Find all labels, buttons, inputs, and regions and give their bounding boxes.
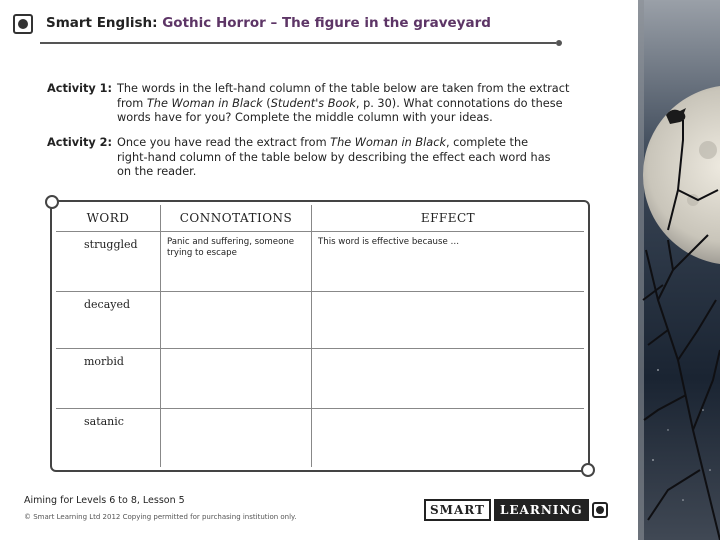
smart-learning-logo	[424, 499, 608, 521]
night-moon-image	[638, 0, 720, 540]
footer-level: Aiming for Levels 6 to 8, Lesson 5	[24, 495, 185, 506]
activity-1-label: Activity 1:	[47, 82, 113, 95]
connotation-cell[interactable]	[161, 349, 312, 409]
smart-logo-icon	[13, 14, 33, 34]
word-cell: morbid	[84, 355, 124, 368]
activity-1-line-1: The words in the left-hand column of the table below are taken from the extract	[117, 82, 570, 95]
book-title: The Woman in Black	[330, 136, 446, 149]
students-book: Student's Book	[270, 96, 356, 110]
brand-learning: LEARNING	[494, 499, 589, 521]
word-table	[56, 205, 584, 467]
title-sub: Gothic Horror – The figure in the graveyard	[162, 15, 491, 31]
word-cell: satanic	[84, 415, 124, 428]
connotation-cell[interactable]	[161, 409, 312, 468]
table-row	[56, 409, 584, 468]
header-effect: EFFECT	[312, 205, 585, 232]
brand-smart: SMART	[424, 499, 491, 521]
word-cell: struggled	[84, 238, 138, 251]
effect-cell[interactable]	[312, 349, 585, 409]
activity-1-line-3: words have for you? Complete the middle column with your ideas.	[117, 111, 493, 124]
page-title	[46, 15, 491, 31]
activity-2-label: Activity 2:	[47, 136, 113, 149]
connotation-cell[interactable]	[161, 232, 312, 292]
activity-1	[47, 82, 607, 126]
effect-cell[interactable]	[312, 292, 585, 349]
header-divider	[40, 42, 556, 44]
connotation-cell[interactable]	[161, 292, 312, 349]
brand-mark-icon	[592, 502, 608, 518]
header-connotations: CONNOTATIONS	[161, 205, 312, 232]
table-row	[56, 232, 584, 292]
book-title: The Woman in Black	[146, 96, 263, 110]
activity-2-line-2: right-hand column of the table below by describing the effect each word has	[117, 150, 551, 164]
effect-cell[interactable]	[312, 232, 585, 292]
table-row	[56, 292, 584, 349]
table-header-row	[56, 205, 584, 232]
effect-text: This word is effective because …	[318, 237, 460, 247]
word-cell: decayed	[84, 298, 131, 311]
header-word: WORD	[56, 205, 161, 232]
activity-2-line-3: on the reader.	[117, 165, 197, 178]
activity-2	[47, 136, 607, 180]
activity-2-line-1: Once you have read the extract from The Woman in Black, complete the	[117, 136, 529, 149]
activity-1-line-2: from The Woman in Black (Student's Book, p. 30). What connotations do these	[117, 96, 563, 110]
footer-copyright: © Smart Learning Ltd 2012 Copying permitted for purchasing institution only.	[24, 513, 297, 521]
title-main: Smart English:	[46, 15, 158, 31]
connotation-text: Panic and suffering, someone trying to escape	[167, 237, 295, 258]
effect-cell[interactable]	[312, 409, 585, 468]
table-row	[56, 349, 584, 409]
